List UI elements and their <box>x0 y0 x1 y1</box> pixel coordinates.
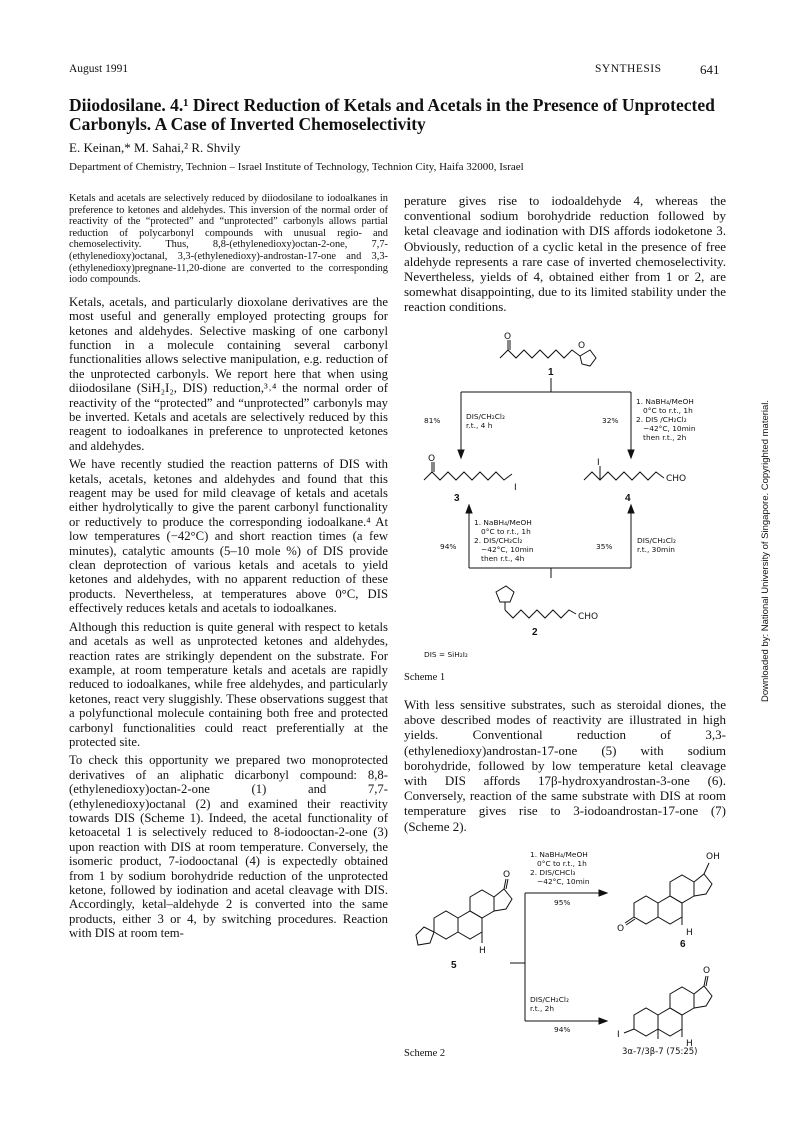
s1-yield-top-right: 32% <box>602 416 619 425</box>
header-journal: SYNTHESIS <box>595 63 662 75</box>
s2-atom-i-7: I <box>617 1030 620 1040</box>
s2-label-5: 5 <box>451 960 457 971</box>
s2-atom-o-7: O <box>703 966 711 976</box>
s2-atom-h-6: H <box>686 928 693 938</box>
s2-product-7-ratio: 3α-7/3β-7 (75:25) <box>622 1047 698 1057</box>
article-affiliation: Department of Chemistry, Technion – Israel Institute of Technology, Technion City, Haifa 32000, Israel <box>69 161 524 173</box>
s1-atom-i-4: I <box>597 458 600 468</box>
s1-atom-o-1: O <box>504 332 512 342</box>
scheme-2-caption: Scheme 2 <box>404 1048 446 1059</box>
header-page-number: 641 <box>700 62 720 77</box>
scheme-2 <box>404 843 734 1068</box>
s1-atom-cho-2: CHO <box>578 612 599 622</box>
s1-cond-bot-left: 1. NaBH₄/MeOH 0°C to r.t., 1h 2. DIS/CH₂Cl₂ −42°C, 10min then r.t., 4h <box>474 518 534 563</box>
s1-label-2: 2 <box>532 627 538 638</box>
s1-atom-cho-4: CHO <box>666 474 687 484</box>
right-column-top <box>404 193 726 319</box>
s1-cond-bot-right: DIS/CH₂Cl₂ r.t., 30min <box>637 536 676 554</box>
s2-yield-top: 95% <box>554 898 571 907</box>
paragraph-steroids: With less sensitive substrates, such as steroidal diones, the above described modes of reactivity are illustrated in high yields. Conventional reduction of 3,3-(ethylenedioxy)androstan-17-one (5) with sodium borohydride, followed by low temperature ketal cleavage with DIS affords 17β-hydroxyandrostan-3-one (6). Conversely, reaction of the same substrate with DIS at room temperature gives rise to 3-iodoandrostan-17-one (7) (Scheme 2). <box>404 697 726 834</box>
scheme-1 <box>404 330 734 665</box>
s2-atom-o-6: O <box>617 924 625 934</box>
paragraph-reduction: Although this reduction is quite general with respect to ketals and acetals as well as unprotected ketones and aldehydes, reaction rates are strikingly dependent on the substrate. For example, at room temperature ketals and acetals are rapidly reduced to iodoalkanes, while free aldehydes, and particularly ketones, react very sluggishly. These observations suggest that a polyfunctional molecule containing both free and protected carbonyl functionalities could react preferentially at the protected site. <box>69 619 388 749</box>
s1-cond-top-left: DIS/CH₂Cl₂ r.t., 4 h <box>466 412 505 430</box>
s2-atom-o-5: O <box>503 870 511 880</box>
s1-yield-top-left: 81% <box>424 416 441 425</box>
header-date: August 1991 <box>69 63 129 75</box>
s1-label-4: 4 <box>625 493 631 504</box>
right-column-mid <box>404 697 726 838</box>
s2-atom-h-7: H <box>686 1039 693 1049</box>
s1-atom-o-3: O <box>428 454 436 464</box>
abstract: Ketals and acetals are selectively reduced by diiodosilane to iodoalkanes in preference to ketones and aldehydes. This inversion of the normal order of reactivity of the “protected” and “unprotected” carbonyls allows partial reduction of polycarbonyl compounds with unusual regio- and chemoselectivity. Thus, 8,8-(ethylenedioxy)octan-2-one, 7,7-(ethylenedioxy)octanal, 3,3-(ethylenedioxy)-androstan-17-one and 3,3-(ethylenedioxy)pregnane-11,20-dione are converted to the corresponding iodo compounds. <box>69 193 388 286</box>
paragraph-intro: Ketals, acetals, and particularly dioxolane derivatives are the most useful and generally employed protecting groups for ketones and aldehydes. Selective masking of one carbonyl function in a molecule containing several carbonyl functionalities allows selective manipulation, e.g. reduction of the unprotected carbonyls. We report here that when using diiodosilane (SiH₂I₂, DIS) reduction,³˒⁴ the normal order of reactivity of the “protected” and “unprotected” carbonyls may be inverted. Ketals and acetals are selectively reduced by this reagent to iodoalkanes in preference to unprotected ketones and aldehydes. <box>69 294 388 453</box>
paragraph-monoprotected: To check this opportunity we prepared two monoprotected derivatives of an aliphatic dicarbonyl compound: 8,8-(ethylenedioxy)octan-2-one (1) and 7,7-(ethylenedioxy)octanal (2) and examined their reactivity towards DIS (Scheme 1). Indeed, the acetal functionality of ketoacetal 1 is selectively reduced to 8-iodooctan-2-one (3) upon reaction with DIS at room temperature. Conversely, the isomeric product, 7-iodooctanal (4) is expectedly obtained from 1 by sodium borohydride reduction of the unprotected ketone, followed by iodination and acetal cleavage with DIS. Accordingly, ketal–aldehyde 2 is converted into the same products, either 3 or 4, by switching procedures. Reaction with DIS at room tem- <box>69 753 388 941</box>
s1-atom-o-2: O <box>578 341 586 351</box>
s2-label-6: 6 <box>680 939 686 950</box>
s1-label-1: 1 <box>548 367 554 378</box>
article-title: Diiodosilane. 4.¹ Direct Reduction of Ketals and Acetals in the Presence of Unprotected Carbonyls. A Case of Inverted Chemoselectivity <box>69 95 715 134</box>
s1-yield-bot-left: 94% <box>440 542 457 551</box>
s1-dis-definition: DIS = SiH₂I₂ <box>424 650 468 659</box>
paragraph-dis-patterns: We have recently studied the reaction patterns of DIS with ketals, acetals, ketones and aldehydes and found that this reagent may be used for mild cleavage of ketals and acetals either hydrolytically to give the parent carbonyl functionality or reductively to produce the corresponding iodoalkane.⁴ At low temperatures (−42°C) and short reaction times (a few minutes), catalytic amounts (5–10 mole %) of DIS provide clean deprotection of various ketals and acetals to yield ketones and aldehydes, with no apparent reduction of these products. Nevertheless, at temperatures above 0°C, DIS effectively reduces ketals and acetals to iodoalkanes. <box>69 457 388 616</box>
s2-atom-oh-6: OH <box>706 852 720 862</box>
left-column <box>69 193 388 945</box>
s2-yield-bot: 94% <box>554 1025 571 1034</box>
s2-cond-top: 1. NaBH₄/MeOH 0°C to r.t., 1h 2. DIS/CHCl₃ −42°C, 10min <box>530 850 590 886</box>
s1-cond-top-right: 1. NaBH₄/MeOH 0°C to r.t., 1h 2. DIS /CH₂Cl₂ −42°C, 10min then r.t., 2h <box>636 397 696 442</box>
s1-atom-i-3: I <box>514 483 517 493</box>
download-watermark: Downloaded by: National University of Singapore. Copyrighted material. <box>760 399 771 702</box>
scheme-1-caption: Scheme 1 <box>404 672 446 683</box>
s1-yield-bot-right: 35% <box>596 542 613 551</box>
s2-atom-h-5: H <box>479 946 486 956</box>
article-authors: E. Keinan,* M. Sahai,² R. Shvily <box>69 140 241 155</box>
s2-cond-bot: DIS/CH₂Cl₂ r.t., 2h <box>530 995 569 1013</box>
s1-label-3: 3 <box>454 493 460 504</box>
paragraph-iodoaldehyde: perature gives rise to iodoaldehyde 4, whereas the conventional sodium borohydride reduction followed by ketal cleavage and iodination with DIS affords iodoketone 3. Obviously, reduction of a cyclic ketal in the presence of free aldehyde represents a rare case of inverted chemoselectivity. Nevertheless, yields of 4, obtained either from 1 or 2, are somewhat disappointing, due to its limited stability under the reaction conditions. <box>404 193 726 315</box>
